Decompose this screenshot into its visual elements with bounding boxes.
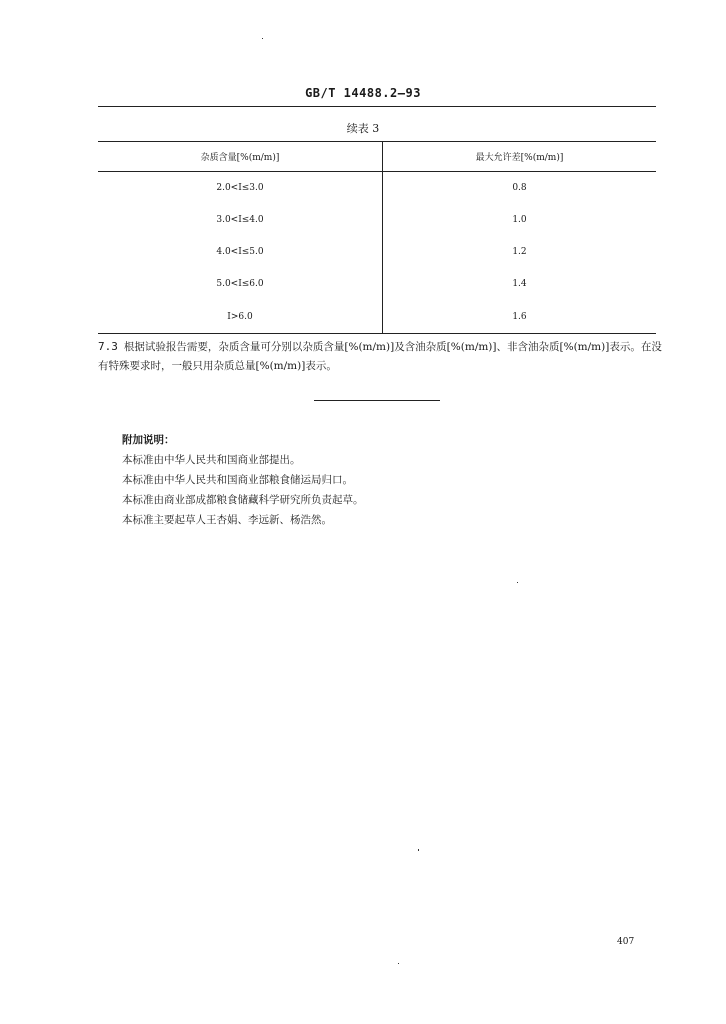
tolerance-cell: 1.2 — [383, 236, 657, 268]
scan-speck — [262, 38, 263, 39]
table-row — [98, 300, 656, 334]
header-rule — [98, 106, 656, 107]
column-header-impurity: 杂质含量[%(m/m)] — [98, 142, 383, 172]
table-row — [98, 204, 656, 236]
scan-speck — [517, 582, 518, 583]
note-line: 本标准由商业部成都粮食储藏科学研究所负责起草。 — [122, 494, 364, 506]
note-line: 本标准由中华人民共和国商业部粮食储运局归口。 — [122, 474, 353, 486]
tolerance-cell: 1.4 — [383, 268, 657, 300]
additional-notes — [122, 430, 642, 530]
column-header-tolerance: 最大允许差[%(m/m)] — [383, 142, 657, 172]
impurity-range-cell: 4.0<I≤5.0 — [216, 247, 264, 257]
impurity-range-cell: 3.0<I≤4.0 — [216, 215, 264, 225]
scan-speck — [398, 963, 399, 964]
table-row — [98, 236, 656, 268]
page-number: 407 — [617, 937, 635, 947]
section-text: 根据试验报告需要，杂质含量可分别以杂质含量[%(m/m)]及含油杂质[%(m/m)]、非含油杂质[%(m/m)]表示。在没有特殊要求时，一般只用杂质总量[%(m/m)]表示。 — [98, 341, 662, 372]
section-number: 7.3 — [98, 340, 118, 353]
table-caption: 续表 3 — [346, 122, 380, 135]
tolerance-cell: 0.8 — [383, 172, 657, 205]
impurity-range-cell: I>6.0 — [98, 300, 383, 334]
impurity-range-cell: 2.0<I≤3.0 — [216, 183, 264, 193]
impurity-range-cell: 5.0<I≤6.0 — [216, 279, 264, 289]
table-row — [98, 268, 656, 300]
scan-speck — [418, 849, 419, 851]
note-line: 本标准由中华人民共和国商业部提出。 — [122, 454, 301, 466]
impurity-table — [98, 141, 656, 334]
section-divider — [314, 400, 440, 401]
notes-title: 附加说明： — [122, 434, 175, 446]
tolerance-cell: 1.6 — [383, 300, 657, 334]
note-line: 本标准主要起草人王杏娟、李远新、杨浩然。 — [122, 514, 332, 526]
tolerance-cell: 1.0 — [383, 204, 657, 236]
section-7-3-paragraph — [98, 337, 664, 376]
table-row — [98, 172, 656, 205]
standard-code-header: GB/T 14488.2—93 — [305, 86, 421, 100]
table-header-row — [98, 142, 656, 172]
